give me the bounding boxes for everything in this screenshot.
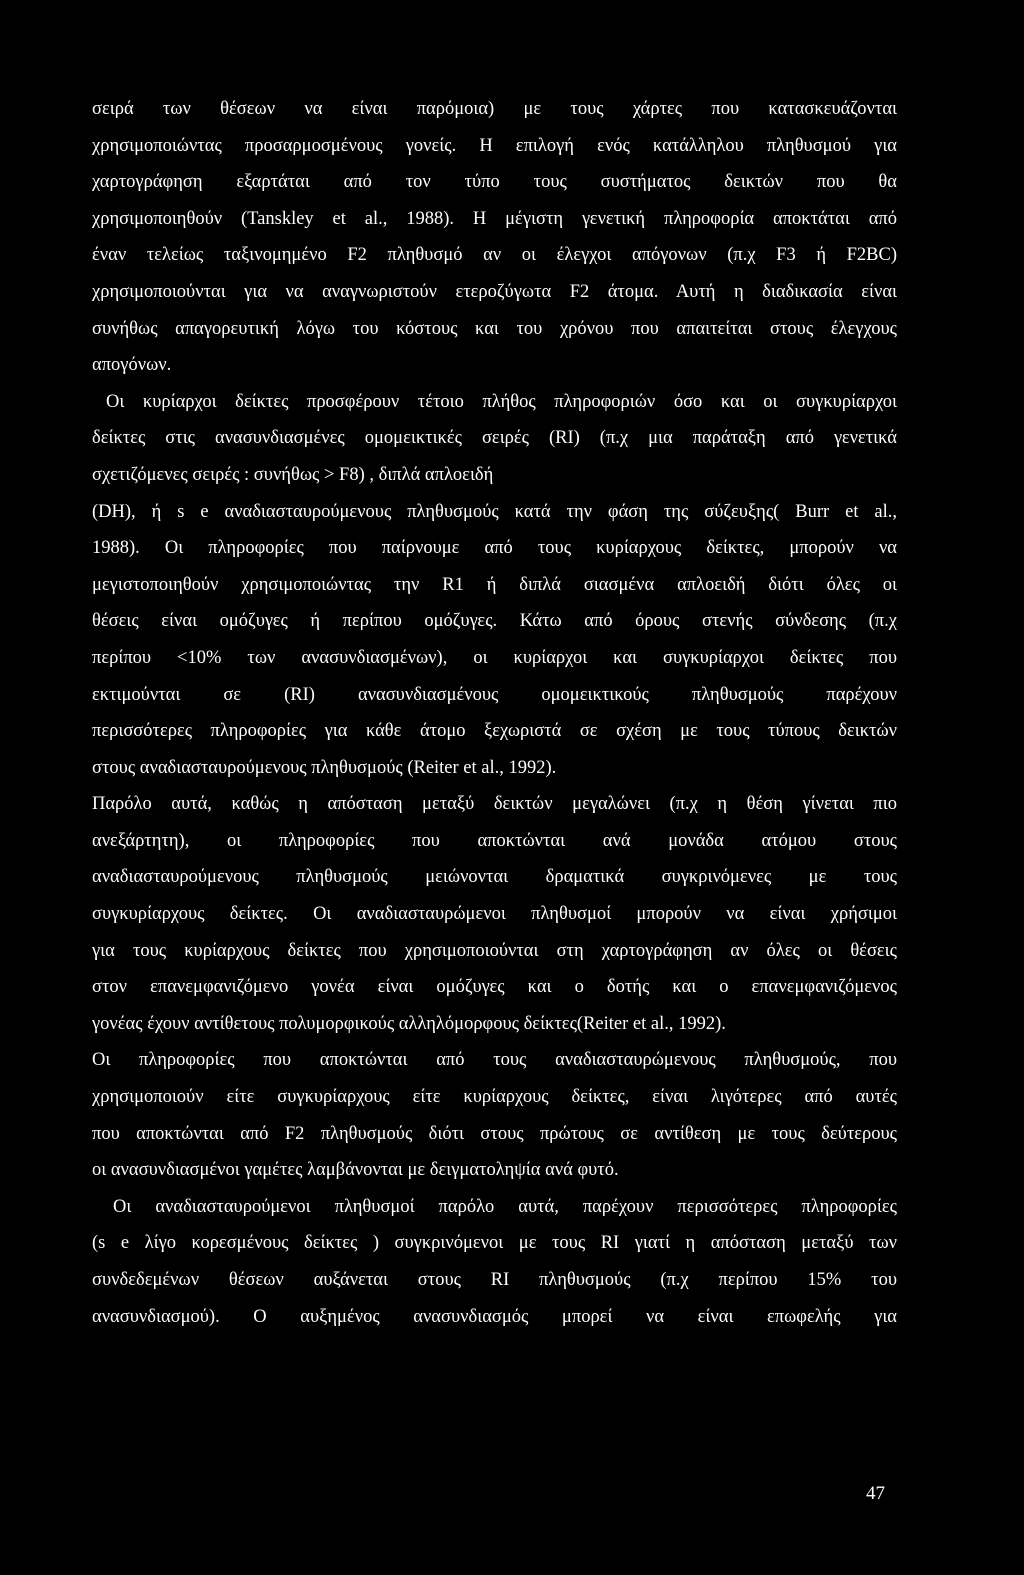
- text-line: θέσεις είναι ομόζυγες ή περίπου ομόζυγες. Κάτω από όρους στενής σύνδεσης (π.χ: [92, 611, 897, 632]
- text-line: Παρόλο αυτά, καθώς η απόσταση μεταξύ δεικτών μεγαλώνει (π.χ η θέση γίνεται πιο: [92, 794, 897, 815]
- text-line: περίπου <10% των ανασυνδιασμένων), οι κυρίαρχοι και συγκυρίαρχοι δείκτες που: [92, 647, 897, 668]
- text-line: οι ανασυνδιασμένοι γαμέτες λαμβάνονται με δειγματοληψία ανά φυτό.: [92, 1160, 619, 1181]
- text-line: στον επανεμφανιζόμενο γονέα είναι ομόζυγες και ο δοτής και ο επανεμφανιζόμενος: [92, 977, 897, 998]
- text-line: έναν τελείως ταξινομημένο F2 πληθυσμό αν οι έλεγχοι απόγονων (π.χ F3 ή F2BC): [92, 245, 897, 266]
- text-line: χρησιμοποιώντας προσαρμοσμένους γονείς. Η επιλογή ενός κατάλληλου πληθυσμού για: [92, 135, 897, 156]
- text-line: συνήθως απαγορευτική λόγω του κόστους και του χρόνου που απαιτείται στους έλεγχους: [92, 318, 897, 339]
- text-line: ανεξάρτητη), οι πληροφορίες που αποκτώνται ανά μονάδα ατόμου στους: [92, 830, 897, 851]
- text-line: συνδεδεμένων θέσεων αυξάνεται στους RI πληθυσμούς (π.χ περίπου 15% του: [92, 1270, 897, 1290]
- text-line: εκτιμούνται σε (RI) ανασυνδιασμένους ομομεικτικούς πληθυσμούς παρέχουν: [92, 684, 897, 705]
- text-line: χρησιμοποιούνται για να αναγνωριστούν ετεροζύγωτα F2 άτομα. Αυτή η διαδικασία είναι: [92, 281, 897, 302]
- text-line: περισσότερες πληροφορίες για κάθε άτομο ξεχωριστά σε σχέση με τους τύπους δεικτών: [92, 721, 897, 742]
- text-line: συγκυρίαρχους δείκτες. Οι αναδιασταυρώμενοι πληθυσμοί μπορούν να είναι χρήσιμοι: [92, 904, 897, 925]
- text-line: μεγιστοποιηθούν χρησιμοποιώντας την R1 ή διπλά σιασμένα απλοειδή διότι όλες οι: [92, 574, 897, 595]
- text-line: αναδιασταυρούμενους πληθυσμούς μειώνονται δραματικά συγκρινόμενες με τους: [92, 867, 897, 888]
- text-line: Οι κυρίαρχοι δείκτες προσφέρουν τέτοιο πλήθος πληροφοριών όσο και οι συγκυρίαρχοι: [106, 391, 897, 412]
- text-line: 1988). Οι πληροφορίες που παίρνουμε από τους κυρίαρχους δείκτες, μπορούν να: [92, 538, 897, 559]
- text-line: σχετιζόμενες σειρές : συνήθως > F8) , διπλά απλοειδή: [92, 464, 494, 485]
- text-line: Οι αναδιασταυρούμενοι πληθυσμοί παρόλο αυτά, παρέχουν περισσότερες πληροφορίες: [113, 1196, 897, 1217]
- text-line: Οι πληροφορίες που αποκτώνται από τους αναδιασταυρώμενους πληθυσμούς, που: [92, 1050, 897, 1071]
- text-line: για τους κυρίαρχους δείκτες που χρησιμοποιούνται στη χαρτογράφηση αν όλες οι θέσεις: [92, 940, 897, 961]
- text-line: δείκτες στις ανασυνδιασμένες ομομεικτικές σειρές (RI) (π.χ μια παράταξη από γενετικά: [92, 428, 897, 449]
- text-line: γονέας έχουν αντίθετους πολυμορφικούς αλληλόμορφους δείκτες(Reiter et al., 1992).: [92, 1013, 726, 1034]
- text-line: (DH), ή s e αναδιασταυρούμενους πληθυσμούς κατά την φάση της σύζευξης( Burr et al.,: [92, 501, 897, 522]
- page-number: 47: [866, 1483, 885, 1504]
- text-line: χρησιμοποιούν είτε συγκυρίαρχους είτε κυρίαρχους δείκτες, είναι λιγότερες από αυτές: [92, 1087, 897, 1108]
- text-line: στους αναδιασταυρούμενους πληθυσμούς (Reiter et al., 1992).: [92, 757, 557, 778]
- text-line: χαρτογράφηση εξαρτάται από τον τύπο τους συστήματος δεικτών που θα: [92, 172, 897, 193]
- text-line: απογόνων.: [92, 355, 172, 376]
- text-line: χρησιμοποιηθούν (Tanskley et al., 1988). Η μέγιστη γενετική πληροφορία αποκτάται από: [92, 208, 897, 229]
- text-line: (s e λίγο κορεσμένους δείκτες ) συγκρινόμενοι με τους RI γιατί η απόσταση μεταξύ των: [92, 1233, 897, 1254]
- text-line: που αποκτώνται από F2 πληθυσμούς διότι στους πρώτους σε αντίθεση με τους δεύτερους: [92, 1123, 897, 1144]
- text-line: ανασυνδιασμού). Ο αυξημένος ανασυνδιασμός μπορεί να είναι επωφελής για: [92, 1306, 897, 1327]
- body-text: [92, 91, 897, 1335]
- text-line: σειρά των θέσεων να είναι παρόμοια) με τους χάρτες που κατασκευάζονται: [92, 99, 897, 119]
